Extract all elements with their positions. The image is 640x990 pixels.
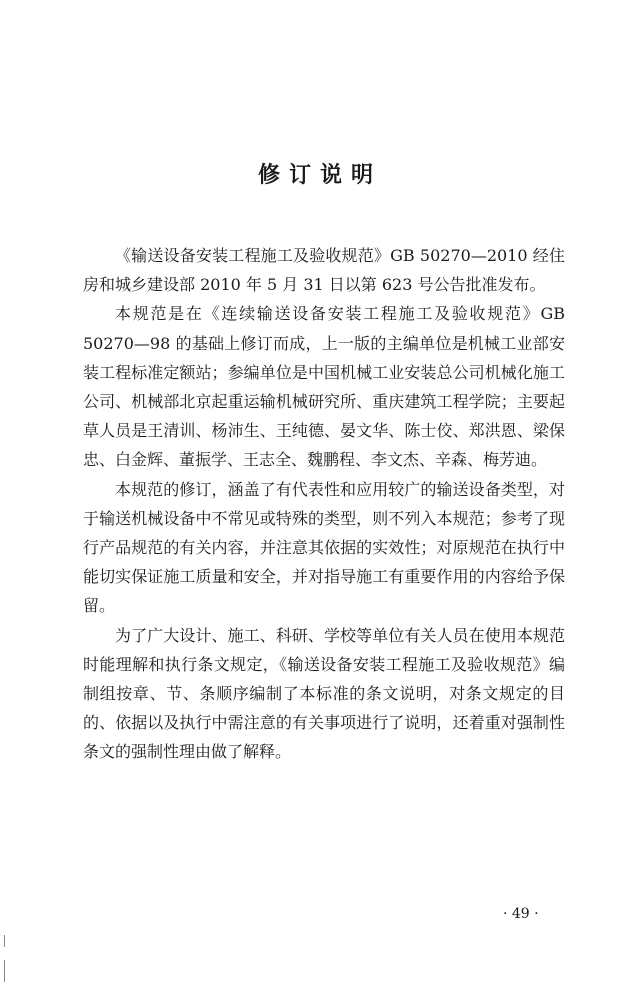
body-text — [83, 241, 565, 767]
page-title: 修订说明 — [257, 163, 382, 188]
paragraph-explanation: 为了广大设计、施工、科研、学校等单位有关人员在使用本规范时能理解和执行条文规定，《输送设备安装工程施工及验收规范》编制组按章、节、条顺序编制了本标准的条文说明，对条文规定的目的、依据以及执行中需注意的有关事项进行了说明，还着重对强制性条文的强制性理由做了解释。 — [83, 625, 565, 762]
scan-edge-mark — [4, 960, 5, 982]
page-number: · 49 · — [503, 906, 539, 922]
paragraph-approval: 《输送设备安装工程施工及验收规范》GB 50270—2010 经住房和城乡建设部 2010 年 5 月 31 日以第 623 号公告批准发布。 — [83, 246, 565, 295]
paragraph-scope: 本规范的修订，涵盖了有代表性和应用较广的输送设备类型，对于输送机械设备中不常见或特殊的类型，则不列入本规范；参考了现行产品规范的有关内容，并注意其依据的实效性；对原规范在执行中能切实保证施工质量和安全，并对指导施工有重要作用的内容给予保留。 — [83, 479, 565, 616]
paragraph-history: 本规范是在《连续输送设备安装工程施工及验收规范》GB 50270—98 的基础上修订而成，上一版的主编单位是机械工业部安装工程标准定额站；参编单位是中国机械工业安装总公司机械化施工公司、机械部北京起重运输机械研究所、重庆建筑工程学院；主要起草人员是王清训、杨沛生、王纯德、晏文华、陈士佼、郑洪恩、梁保忠、白金辉、董振学、王志全、魏鹏程、李文杰、辛森、梅芳迪。 — [83, 304, 565, 470]
scan-edge-mark — [4, 935, 5, 947]
